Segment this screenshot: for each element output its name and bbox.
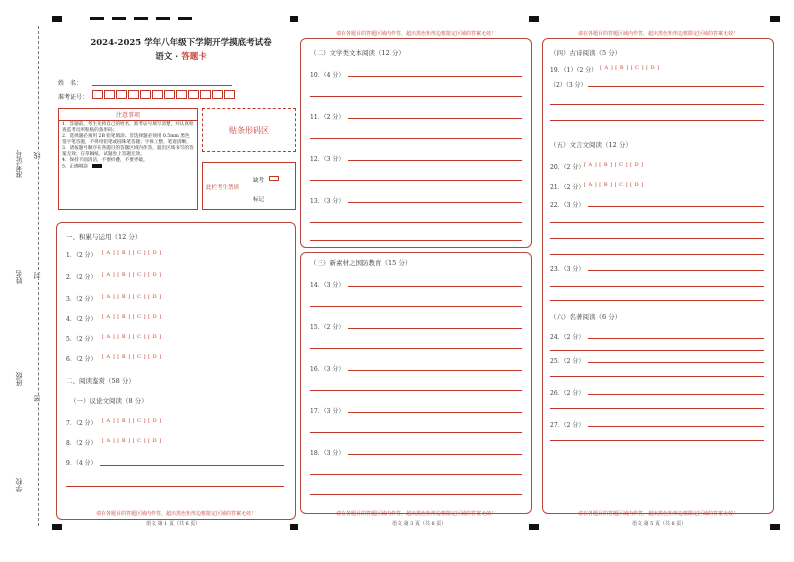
subsection-title: （二）文学类文本阅读（12 分） (310, 49, 405, 57)
notice-item-fill-example (59, 164, 197, 171)
notice-item: 2．选择题必须用 2B 铅笔填涂；非选择题必须用 0.5mm 黑色签字笔答题，不得用铅笔或圆珠笔答题；字体工整、笔迹清晰。 (62, 134, 191, 145)
question-label: 18．（3 分） (310, 450, 345, 457)
corner-mark-bottom-left (52, 524, 62, 530)
ticket-digit-box[interactable] (224, 90, 235, 99)
question-label: 6．（2 分） (66, 356, 97, 363)
cut-char: 线 (33, 152, 41, 159)
answer-line[interactable] (310, 240, 522, 241)
corner-mark (290, 524, 298, 530)
question-label: 22．（3 分） (550, 202, 585, 209)
choice-options[interactable]: [ A ] [ B ] [ C ] [ D ] (102, 438, 162, 444)
choice-options[interactable]: [ A ] [ B ] [ C ] [ D ] (600, 65, 660, 71)
ticket-label: 准考证号： (58, 94, 89, 101)
cut-char: 密 (33, 395, 41, 402)
header-title: 2024-2025 学年八年级下学期开学摸底考试卷 (90, 38, 272, 48)
question-label: 24．（2 分） (550, 334, 585, 341)
subject-name: 语文 · (155, 52, 182, 62)
question-label: 2．（2 分） (66, 274, 97, 281)
subsection-title: （五）文言文阅读（12 分） (550, 141, 632, 149)
choice-options[interactable]: [ A ] [ B ] [ C ] [ D ] (102, 272, 162, 278)
answer-line[interactable] (588, 206, 764, 207)
ticket-digit-box[interactable] (104, 90, 115, 99)
corner-mark-top-right (770, 16, 780, 22)
question-label: 19．（1）（2 分） (550, 67, 598, 74)
answer-line[interactable] (588, 338, 764, 339)
answer-line[interactable] (310, 222, 522, 223)
page-footer: 语文 第 1 页（共 6 页） (146, 521, 201, 527)
answer-line[interactable] (348, 286, 522, 287)
page-footer: 语文 第 5 页（共 6 页） (632, 521, 687, 527)
answer-line[interactable] (550, 300, 764, 301)
notice-item: 4．保持卡面清洁，不要折叠，不要弄破。 (62, 158, 148, 163)
answer-line[interactable] (310, 494, 522, 495)
answer-line[interactable] (66, 486, 284, 487)
name-label: 姓 名： (58, 80, 83, 87)
notice-item: 1．答题前，考生先将自己的姓名，准考证号填写清楚，并认真检查监考员所粘贴的条形码； (62, 122, 194, 133)
absent-checkbox[interactable] (269, 176, 279, 181)
answer-line[interactable] (588, 362, 764, 363)
top-dash-mark (134, 17, 148, 20)
notice-title: 注意事项 (59, 109, 197, 121)
question-label: 4．（2 分） (66, 316, 97, 323)
ticket-number-boxes[interactable] (92, 90, 236, 99)
question-label: 15．（2 分） (310, 324, 345, 331)
answer-line[interactable] (550, 104, 764, 105)
top-dash-mark (90, 17, 104, 20)
side-label-name: 姓名 (15, 270, 23, 284)
question-label: 12．（3 分） (310, 156, 345, 163)
ticket-digit-box[interactable] (92, 90, 103, 99)
exempt-label: 此栏考生禁填 (206, 185, 240, 191)
answer-line[interactable] (348, 370, 522, 371)
ticket-digit-box[interactable] (116, 90, 127, 99)
top-dash-mark (178, 17, 192, 20)
answer-line[interactable] (588, 270, 764, 271)
fill-example-mark (92, 164, 102, 168)
question-label: 20．（2 分） (550, 164, 585, 171)
answer-panel-col1 (56, 222, 296, 520)
answer-line[interactable] (550, 222, 764, 223)
ticket-digit-box[interactable] (152, 90, 163, 99)
subsection-title: （三）新素材之国防教育（15 分） (310, 259, 412, 267)
question-label: 10．（4 分） (310, 72, 345, 79)
answer-line[interactable] (588, 86, 764, 87)
side-label-ticket: 准考证号 (15, 150, 23, 178)
mark-label: 标记 (253, 197, 265, 203)
corner-mark (290, 16, 298, 22)
question-label: 27．（2 分） (550, 422, 585, 429)
top-dash-mark (112, 17, 126, 20)
answer-panel-col3 (542, 38, 774, 514)
section-title: 一、积累与运用（12 分） (66, 233, 142, 241)
notice-item: 3．请按题号顺序在各题目的答题区域内作答，超出区域书写的答案无效；在草稿纸、试题卷上答题无效。 (62, 146, 194, 157)
ticket-digit-box[interactable] (140, 90, 151, 99)
side-label-class: 班级 (15, 372, 23, 386)
answer-line[interactable] (310, 180, 522, 181)
question-label: 26．（2 分） (550, 390, 585, 397)
question-label: 5．（2 分） (66, 336, 97, 343)
answer-line[interactable] (348, 454, 522, 455)
answer-line[interactable] (550, 286, 764, 287)
warning-text: 请在各题目的答题区域内作答，超出黑色矩形边框限定区域的答案无效！ (95, 511, 256, 517)
page-footer: 语文 第 3 页（共 6 页） (392, 521, 447, 527)
answer-line[interactable] (310, 96, 522, 97)
answer-line[interactable] (348, 118, 522, 119)
ticket-digit-box[interactable] (188, 90, 199, 99)
warning-text: 请在各题目的答题区域内作答，超出黑色矩形边框限定区域的答案无效！ (335, 511, 496, 517)
warning-text: 请在各题目的答题区域内作答，超出黑色矩形边框限定区域的答案无效！ (577, 31, 738, 37)
subject-title (68, 50, 294, 62)
answer-line[interactable] (550, 254, 764, 255)
side-label-school: 学校 (15, 478, 23, 492)
choice-options[interactable]: [ A ] [ B ] [ C ] [ D ] (102, 354, 162, 360)
exempt-box (202, 162, 296, 210)
question-label: 7．（2 分） (66, 420, 97, 427)
fill-example-label: 5．正确填涂 (62, 164, 88, 170)
answer-line[interactable] (550, 238, 764, 239)
question-label: 14．（3 分） (310, 282, 345, 289)
question-label: （2）（3 分） (550, 82, 587, 89)
notice-box (58, 108, 198, 210)
ticket-digit-box[interactable] (164, 90, 175, 99)
barcode-label: 贴条形码区 (229, 125, 269, 135)
subsection-title: （一）议论文阅读（8 分） (70, 397, 148, 405)
question-label: 11．（2 分） (310, 114, 345, 121)
corner-mark (529, 524, 539, 530)
question-label: 16．（3 分） (310, 366, 345, 373)
top-dash-mark (156, 17, 170, 20)
warning-text: 请在各题目的答题区域内作答，超出黑色矩形边框限定区域的答案无效！ (335, 31, 496, 37)
question-label: 8．（2 分） (66, 440, 97, 447)
answer-line[interactable] (550, 120, 764, 121)
answer-line[interactable] (348, 202, 522, 203)
choice-options[interactable]: [ A ] [ B ] [ C ] [ D ] (584, 162, 644, 168)
subsection-title: （六）名著阅读（6 分） (550, 313, 622, 321)
answer-line[interactable] (100, 465, 284, 466)
answer-line[interactable] (550, 408, 764, 409)
question-label: 9．（4 分） (66, 460, 97, 467)
answer-line[interactable] (550, 440, 764, 441)
answer-line[interactable] (310, 348, 522, 349)
question-label: 17．（3 分） (310, 408, 345, 415)
answer-line[interactable] (588, 426, 764, 427)
choice-options[interactable]: [ A ] [ B ] [ C ] [ D ] (102, 314, 162, 320)
answer-line[interactable] (310, 390, 522, 391)
answer-line[interactable] (588, 394, 764, 395)
question-label: 3．（2 分） (66, 296, 97, 303)
answer-line[interactable] (550, 376, 764, 377)
absent-label: 缺考 (253, 178, 265, 184)
answer-line[interactable] (348, 328, 522, 329)
answer-line[interactable] (348, 412, 522, 413)
choice-options[interactable]: [ A ] [ B ] [ C ] [ D ] (102, 418, 162, 424)
question-label: 23．（3 分） (550, 266, 585, 273)
choice-options[interactable]: [ A ] [ B ] [ C ] [ D ] (102, 250, 162, 256)
corner-mark-top-left (52, 16, 62, 22)
answer-line[interactable] (348, 160, 522, 161)
ticket-digit-box[interactable] (212, 90, 223, 99)
question-label: 21．（2 分） (550, 184, 585, 191)
question-label: 25．（2 分） (550, 358, 585, 365)
section-title: 二、阅读鉴赏（58 分） (66, 377, 135, 385)
corner-mark (529, 16, 539, 22)
warning-text: 请在各题目的答题区域内作答，超出黑色矩形边框限定区域的答案无效！ (577, 511, 738, 517)
cut-char: 封 (33, 272, 41, 279)
subsection-title: （四）古诗阅读（5 分） (550, 49, 622, 57)
answer-line[interactable] (348, 76, 522, 77)
choice-options[interactable]: [ A ] [ B ] [ C ] [ D ] (584, 182, 644, 188)
corner-mark-bottom-right (770, 524, 780, 530)
choice-options[interactable]: [ A ] [ B ] [ C ] [ D ] (102, 334, 162, 340)
answer-sheet-label: 答题卡 (181, 52, 207, 62)
name-field[interactable] (92, 85, 232, 86)
ticket-digit-box[interactable] (176, 90, 187, 99)
question-label: 13．（3 分） (310, 198, 345, 205)
choice-options[interactable]: [ A ] [ B ] [ C ] [ D ] (102, 294, 162, 300)
answer-line[interactable] (310, 432, 522, 433)
answer-line[interactable] (310, 474, 522, 475)
answer-line[interactable] (310, 138, 522, 139)
ticket-digit-box[interactable] (128, 90, 139, 99)
answer-line[interactable] (550, 350, 764, 351)
answer-line[interactable] (310, 306, 522, 307)
barcode-area (202, 108, 296, 152)
ticket-digit-box[interactable] (200, 90, 211, 99)
question-label: 1．（2 分） (66, 252, 97, 259)
